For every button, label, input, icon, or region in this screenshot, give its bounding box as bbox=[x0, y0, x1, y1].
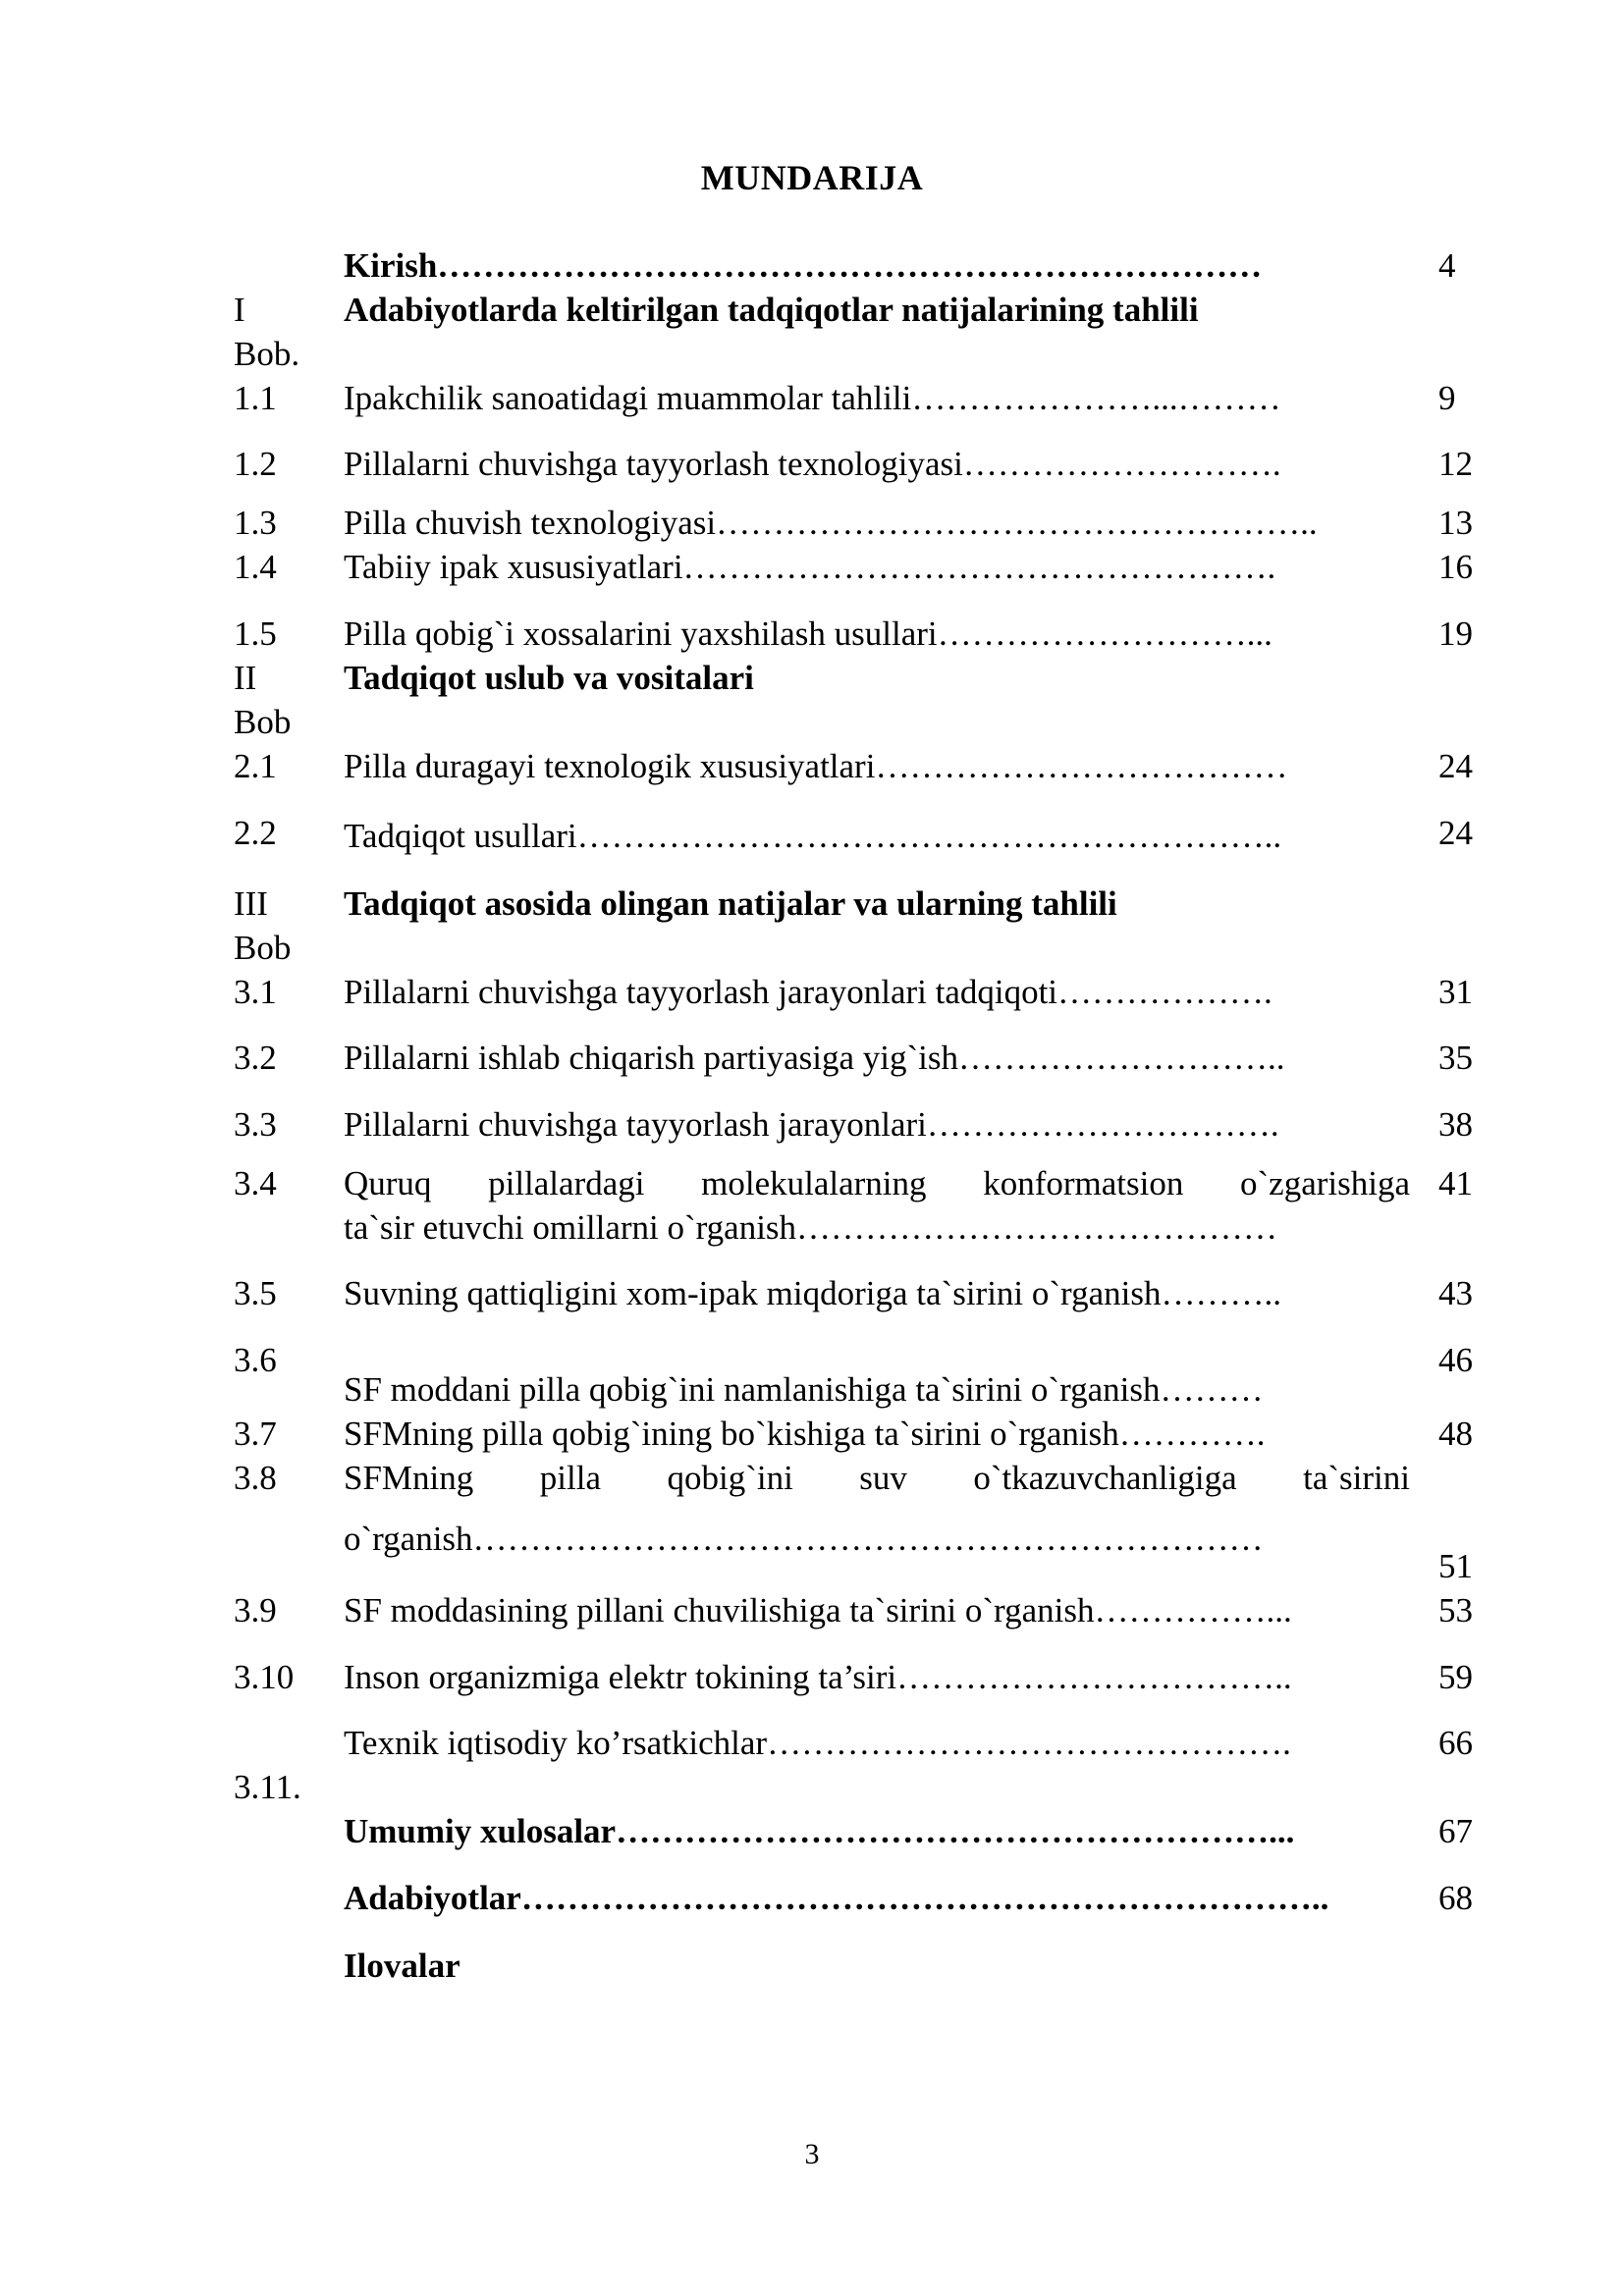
toc-entry-kirish: Kirish……………………………………………………………… bbox=[344, 246, 1263, 285]
section-number-3-6: 3.6 bbox=[234, 1341, 277, 1379]
section-number-3-1: 3.1 bbox=[234, 973, 277, 1011]
section-number-3-4: 3.4 bbox=[234, 1164, 277, 1202]
section-number-3-5: 3.5 bbox=[234, 1274, 277, 1312]
section-page-3-7: 48 bbox=[1438, 1415, 1473, 1453]
section-title-3-8-line1: SFMning pilla qobig`ini suv o`tkazuvchanligiga ta`sirini bbox=[344, 1459, 1410, 1497]
section-title-3-1: Pillalarni chuvishga tayyorlash jarayonlari tadqiqoti………………. bbox=[344, 973, 1272, 1011]
section-number-2-1: 2.1 bbox=[234, 747, 277, 785]
page-title: MUNDARIJA bbox=[700, 158, 924, 197]
chapter-label-1-bob: Bob. bbox=[234, 335, 300, 373]
section-page-3-2: 35 bbox=[1438, 1039, 1473, 1077]
section-page-3-5: 43 bbox=[1438, 1274, 1473, 1312]
chapter-label-1: I bbox=[234, 291, 245, 329]
section-title-3-4-line2: ta`sir etuvchi omillarni o`rganish…………………………………… bbox=[344, 1208, 1278, 1247]
section-title-3-7: SFMning pilla qobig`ining bo`kishiga ta`sirini o`rganish…………. bbox=[344, 1415, 1266, 1453]
section-number-3-10: 3.10 bbox=[234, 1658, 295, 1696]
section-number-1-5: 1.5 bbox=[234, 614, 277, 653]
section-number-3-9: 3.9 bbox=[234, 1591, 277, 1629]
section-title-2-1: Pilla duragayi texnologik xususiyatlari……………………………… bbox=[344, 747, 1288, 785]
toc-page-xulosalar: 67 bbox=[1438, 1812, 1473, 1850]
section-number-3-8: 3.8 bbox=[234, 1459, 277, 1497]
toc-entry-xulosalar: Umumiy xulosalar…………………………………………………... bbox=[344, 1812, 1295, 1850]
section-page-1-5: 19 bbox=[1438, 614, 1473, 653]
section-number-2-2: 2.2 bbox=[234, 814, 277, 852]
section-page-3-11: 66 bbox=[1438, 1724, 1473, 1762]
section-page-3-3: 38 bbox=[1438, 1105, 1473, 1144]
section-title-1-1: Ipakchilik sanoatidagi muammolar tahlili…………………...……… bbox=[344, 379, 1281, 417]
section-page-2-1: 24 bbox=[1438, 747, 1473, 785]
section-title-3-11: Texnik iqtisodiy ko’rsatkichlar………………………………………. bbox=[344, 1724, 1291, 1762]
toc-entry-ilovalar: Ilovalar bbox=[344, 1947, 460, 1985]
section-number-1-2: 1.2 bbox=[234, 445, 277, 483]
chapter-label-3-bob: Bob bbox=[234, 929, 292, 967]
section-title-3-10: Inson organizmiga elektr tokining ta’siri…………………………….. bbox=[344, 1658, 1292, 1696]
section-title-3-3: Pillalarni chuvishga tayyorlash jarayonlari…………………………. bbox=[344, 1105, 1279, 1144]
section-title-2-2: Tadqiqot usullari…………………………………………………….. bbox=[344, 817, 1282, 855]
section-number-1-3: 1.3 bbox=[234, 504, 277, 542]
section-title-3-5: Suvning qattiqligini xom-ipak miqdoriga ta`sirini o`rganish……….. bbox=[344, 1274, 1281, 1312]
section-title-1-3: Pilla chuvish texnologiyasi…………………………………………….. bbox=[344, 504, 1318, 542]
chapter-title-1: Adabiyotlarda keltirilgan tadqiqotlar natijalarining tahlili bbox=[344, 291, 1199, 329]
section-title-3-2: Pillalarni ishlab chiqarish partiyasiga yig`ish……………………….. bbox=[344, 1039, 1285, 1077]
section-title-3-8-line2: o`rganish…………………………………………………………… bbox=[344, 1520, 1264, 1558]
section-number-3-7: 3.7 bbox=[234, 1415, 277, 1453]
section-number-1-1: 1.1 bbox=[234, 379, 277, 417]
section-page-3-10: 59 bbox=[1438, 1658, 1473, 1696]
section-title-1-4: Tabiiy ipak xususiyatlari……………………………………………. bbox=[344, 548, 1276, 586]
chapter-label-3: III bbox=[234, 884, 268, 923]
chapter-title-2: Tadqiqot uslub va vositalari bbox=[344, 659, 754, 697]
section-page-3-9: 53 bbox=[1438, 1591, 1473, 1629]
chapter-label-2: II bbox=[234, 659, 257, 697]
section-title-3-9: SF moddasining pillani chuvilishiga ta`sirini o`rganish……………... bbox=[344, 1591, 1292, 1629]
section-page-2-2: 24 bbox=[1438, 814, 1473, 852]
section-page-3-4: 41 bbox=[1438, 1164, 1473, 1202]
toc-page-kirish: 4 bbox=[1438, 246, 1456, 285]
section-number-3-2: 3.2 bbox=[234, 1039, 277, 1077]
section-page-3-6: 46 bbox=[1438, 1341, 1473, 1379]
chapter-title-3: Tadqiqot asosida olingan natijalar va ularning tahlili bbox=[344, 884, 1117, 923]
section-number-3-11: 3.11. bbox=[234, 1768, 301, 1806]
section-page-1-1: 9 bbox=[1438, 379, 1456, 417]
section-page-3-8: 51 bbox=[1438, 1547, 1473, 1585]
section-number-3-3: 3.3 bbox=[234, 1105, 277, 1144]
section-title-1-2: Pillalarni chuvishga tayyorlash texnologiyasi………………………. bbox=[344, 445, 1281, 483]
section-title-3-4-line1: Quruq pillalardagi molekulalarning konformatsion o`zgarishiga bbox=[344, 1164, 1410, 1202]
section-page-3-1: 31 bbox=[1438, 973, 1473, 1011]
section-title-1-5: Pilla qobig`i xossalarini yaxshilash usullari………………………... bbox=[344, 614, 1272, 653]
section-page-1-2: 12 bbox=[1438, 445, 1473, 483]
section-title-3-6: SF moddani pilla qobig`ini namlanishiga ta`sirini o`rganish……… bbox=[344, 1370, 1264, 1409]
toc-entry-adabiyotlar: Adabiyotlar…………………………………………………………….. bbox=[344, 1879, 1329, 1917]
page-number: 3 bbox=[804, 2138, 820, 2170]
section-number-1-4: 1.4 bbox=[234, 548, 277, 586]
section-page-1-3: 13 bbox=[1438, 504, 1473, 542]
chapter-label-2-bob: Bob bbox=[234, 703, 292, 741]
section-page-1-4: 16 bbox=[1438, 548, 1473, 586]
toc-page-adabiyotlar: 68 bbox=[1438, 1879, 1473, 1917]
